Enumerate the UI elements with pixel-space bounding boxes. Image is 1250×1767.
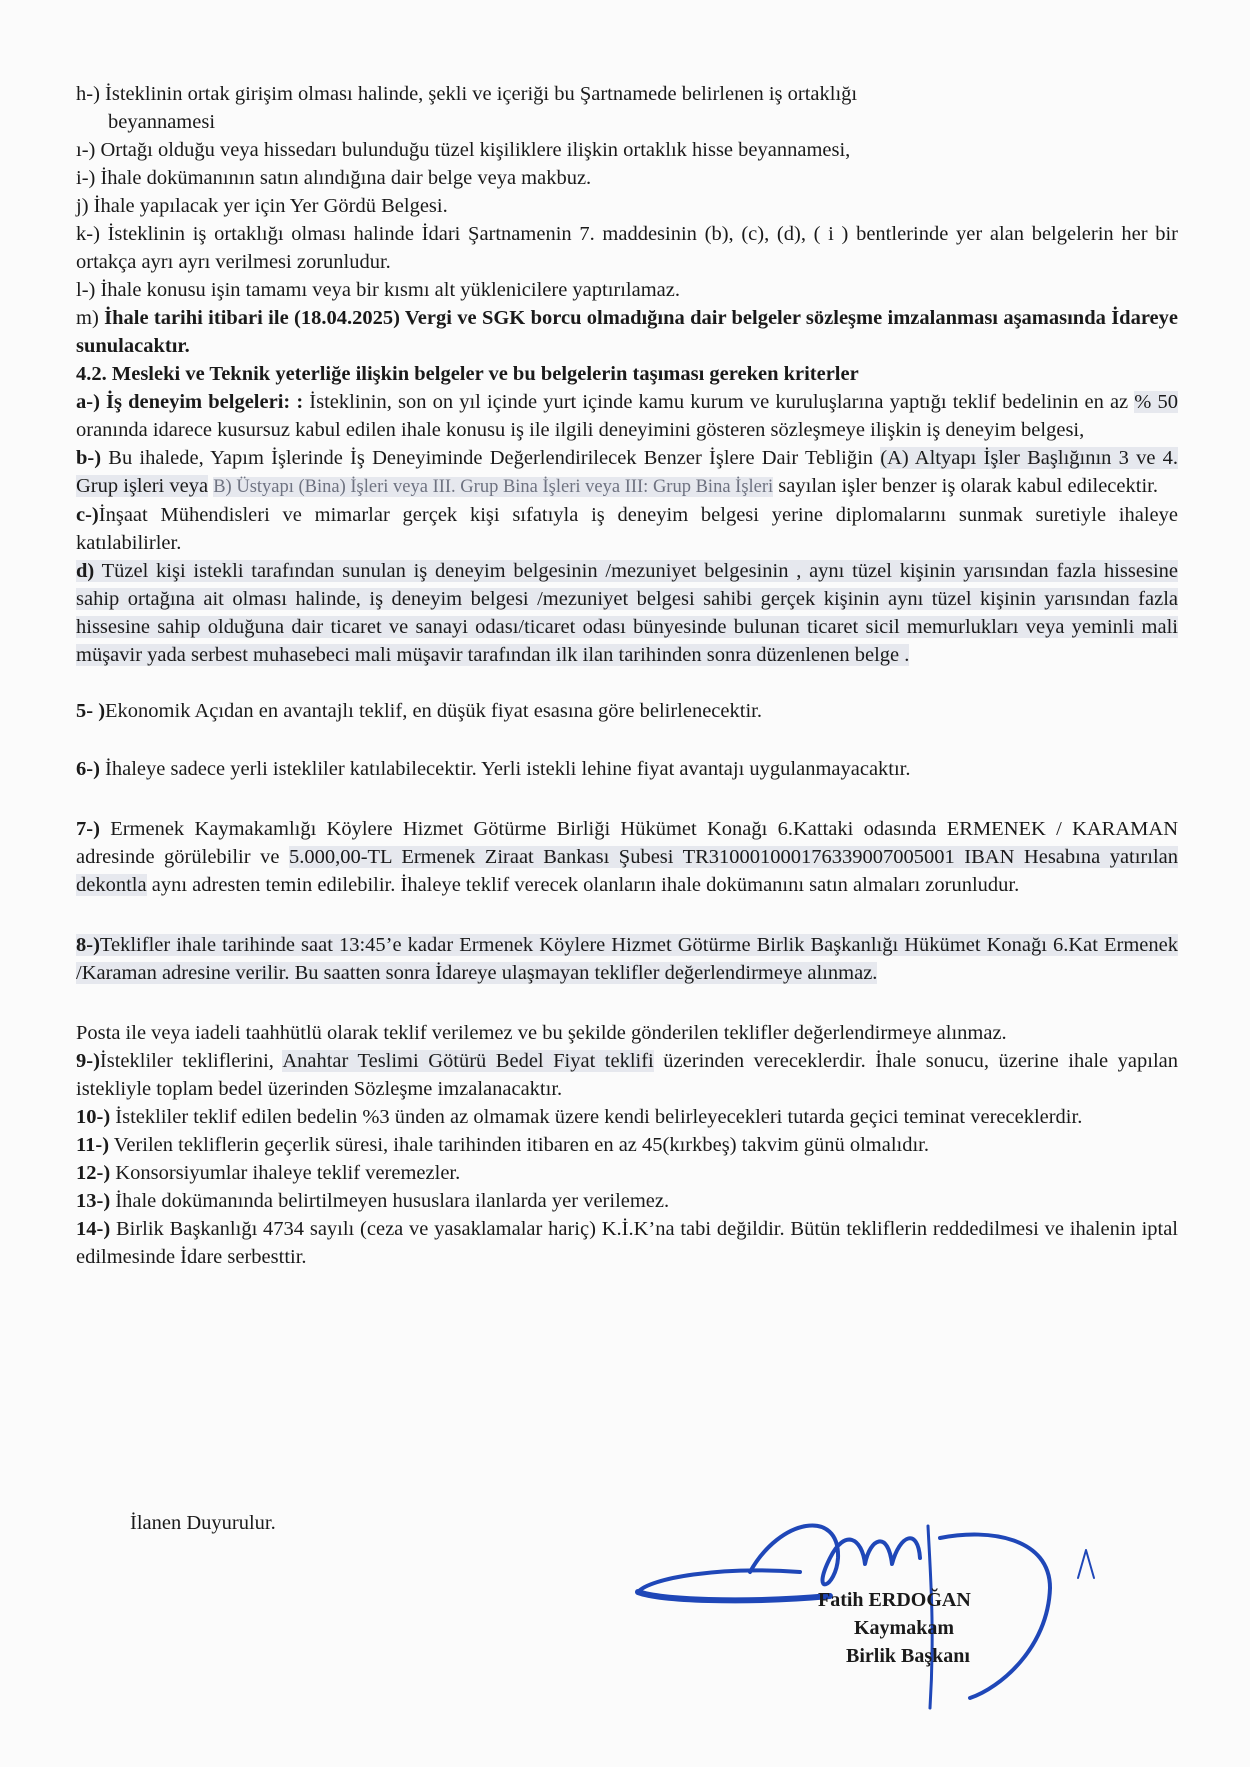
item-12-text: Konsorsiyumlar ihaleye teklif veremezler. <box>115 1162 461 1184</box>
signatory-role: Birlik Başkanı <box>846 1645 970 1667</box>
item-h-line1: h-) İsteklinin ortak girişim olması halinde, şekli ve içeriği bu Şartnamede belirlenen iş ortaklığı <box>76 83 858 105</box>
item-9-text1: İstekliler tekliflerini, <box>99 1050 274 1072</box>
item-c-label: c-) <box>76 504 99 526</box>
item-9-highlight: Anahtar Teslimi Götürü Bedel Fiyat teklifi <box>282 1050 654 1072</box>
item-11 <box>76 1131 1178 1159</box>
item-5 <box>76 697 1178 725</box>
item-7-highlight: 5.000,00-TL Ermenek Ziraat Bankası Şubesi TR310001000176339007005001 IBAN Hesabına yatırılan dekontla <box>76 846 1178 896</box>
item-a <box>76 388 1178 444</box>
item-b-text2: sayılan işler benzer iş olarak kabul edilecektir. <box>778 475 1158 497</box>
item-5-label: 5- ) <box>76 700 106 722</box>
item-b-label: b-) <box>76 447 102 469</box>
item-6-label: 6-) <box>76 758 100 780</box>
item-7 <box>76 815 1178 899</box>
document-body <box>76 80 1178 1271</box>
item-i: i-) İhale dokümanının satın alındığına dair belge veya makbuz. <box>76 167 592 189</box>
item-m-text: İhale tarihi itibari ile (18.04.2025) Vergi ve SGK borcu olmadığına dair belgeler sözleşme imzalanması aşamasında İdareye sunulacaktır. <box>76 307 1178 357</box>
item-12 <box>76 1159 1178 1187</box>
item-11-label: 11-) <box>76 1134 110 1156</box>
item-b <box>76 444 1178 501</box>
item-8-text: Teklifler ihale tarihinde saat 13:45’e kadar Ermenek Köylere Hizmet Götürme Birlik Başkanlığı Hükümet Konağı 6.Kat Ermenek /Karaman adresine verilir. Bu saatten sonra İdareye ulaşmayan teklifler değerlendirmeye alınmaz. <box>76 934 1178 984</box>
item-13 <box>76 1187 1178 1215</box>
item-7-text1: Ermenek Kaymakamlığı Köylere Hizmet Götürme Birliği Hükümet Konağı 6.Kattaki odasında ERMENEK / KARAMAN adresinde görülebilir ve <box>76 818 1179 868</box>
item-10-text: İstekliler teklif edilen bedelin %3 ünden az olmamak üzere kendi belirleyecekleri tutarda geçici teminat vereceklerdir. <box>115 1106 1083 1128</box>
item-c <box>76 501 1178 557</box>
item-i-dotless: ı-) Ortağı olduğu veya hissedarı bulunduğu tüzel kişiliklere ilişkin ortaklık hisse beyannamesi, <box>76 139 851 161</box>
item-b-text1: Bu ihalede, Yapım İşlerinde İş Deneyiminde Değerlendirilecek Benzer İşlere Dair Tebliğin <box>108 447 874 469</box>
item-d <box>76 557 1178 669</box>
item-7-text2: aynı adresten temin edilebilir. İhaleye teklif verecek olanların ihale dokümanını satın almaları zorunludur. <box>151 874 1020 896</box>
signatory-name: Fatih ERDOĞAN <box>818 1589 971 1611</box>
item-a-percent: % 50 <box>1134 391 1178 413</box>
item-k: k-) İsteklinin iş ortaklığı olması halinde İdari Şartnamenin 7. maddesinin (b), (c), (d), ( i ) bentlerinde yer alan belgelerin her bir ortakça ayrı ayrı verilmesi zorunludur. <box>76 223 1178 273</box>
item-6-text: İhaleye sadece yerli istekliler katılabilecektir. Yerli istekli lehine fiyat avantajı uygulanmayacaktır. <box>105 758 911 780</box>
item-5-text: Ekonomik Açıdan en avantajlı teklif, en düşük fiyat esasına göre belirlenecektir. <box>105 700 762 722</box>
item-l: l-) İhale konusu işin tamamı veya bir kısmı alt yüklenicilere yaptırılamaz. <box>76 279 680 301</box>
item-m-label: m) <box>76 307 99 329</box>
item-b-highlight1: (A) Altyapı İşler Başlığının 3 ve 4. Grup işleri veya <box>76 447 1179 497</box>
item-7-label: 7-) <box>76 818 100 840</box>
posta-paragraph: Posta ile veya iadeli taahhütlü olarak teklif verilemez ve bu şekilde gönderilen teklifler değerlendirmeye alınmaz. <box>76 1022 1007 1044</box>
item-j: j) İhale yapılacak yer için Yer Gördü Belgesi. <box>76 195 448 217</box>
item-d-text: Tüzel kişi istekli tarafından sunulan iş deneyim belgesinin /mezuniyet belgesinin , aynı tüzel kişinin yarısından fazla hissesine sahip ortağına ait olması halinde, iş deneyim belgesi /mezuniyet belgesi sahibi gerçek kişinin aynı tüzel kişinin yarısından fazla hissesine sahip olduğuna dair ticaret ve sanayi odası/ticaret odası bünyesinde bulunan ticaret sicil memurlukları veya yeminli mali müşavir yada serbest muhasebeci mali müşavir tarafından ilk ilan tarihinden sonra düzenlenen belge . <box>76 560 1178 666</box>
item-10 <box>76 1103 1178 1131</box>
item-6 <box>76 755 1178 783</box>
item-14-label: 14-) <box>76 1218 111 1240</box>
item-a-label: a-) İş deneyim belgeleri: : <box>76 391 304 413</box>
item-14 <box>76 1215 1178 1271</box>
item-a-text2: oranında idarece kusursuz kabul edilen ihale konusu iş ile ilgili deneyimini gösteren sözleşmeye ilişkin iş deneyim belgesi, <box>76 419 1085 441</box>
signature-block <box>818 1586 971 1670</box>
item-8-label: 8-) <box>76 934 100 956</box>
item-11-text: Verilen tekliflerin geçerlik süresi, ihale tarihinden itibaren en az 45(kırkbeş) takvim günü olmalıdır. <box>113 1134 929 1156</box>
item-m <box>76 304 1178 360</box>
item-9 <box>76 1047 1178 1103</box>
item-b-highlight2: B) Üstyapı (Bina) İşleri veya III. Grup Bina İşleri veya III: Grup Bina İşleri <box>213 477 774 497</box>
signatory-title: Kaymakam <box>854 1617 954 1639</box>
item-9-text2: üzerinden vereceklerdir. İhale sonucu, üzerine ihale yapılan istekliyle toplam bedel üzerinden Sözleşme imzalanacaktır. <box>76 1050 1178 1100</box>
item-d-label: d) <box>76 560 95 582</box>
item-c-text: İnşaat Mühendisleri ve mimarlar gerçek kişi sıfatıyla iş deneyim belgesi yerine diplomalarını sunmak suretiyle ihaleye katılabilirler. <box>76 504 1178 554</box>
announcement: İlanen Duyurulur. <box>130 1512 276 1534</box>
item-9-label: 9-) <box>76 1050 100 1072</box>
item-a-text1: İsteklinin, son on yıl içinde yurt içinde kamu kurum ve kuruluşlarına yaptığı teklif bedelinin en az <box>309 391 1129 413</box>
item-8 <box>76 931 1178 987</box>
item-12-label: 12-) <box>76 1162 111 1184</box>
item-13-text: İhale dokümanında belirtilmeyen hususlara ilanlarda yer verilemez. <box>115 1190 670 1212</box>
section-4-2-heading: 4.2. Mesleki ve Teknik yeterliğe ilişkin belgeler ve bu belgelerin taşıması gereken kriterler <box>76 363 859 385</box>
item-13-label: 13-) <box>76 1190 111 1212</box>
item-h-line2: beyannamesi <box>108 111 216 133</box>
item-10-label: 10-) <box>76 1106 111 1128</box>
item-14-text: Birlik Başkanlığı 4734 sayılı (ceza ve yasaklamalar hariç) K.İ.K’na tabi değildir. Bütün tekliflerin reddedilmesi ve ihalenin iptal edilmesinde İdare serbesttir. <box>76 1218 1179 1268</box>
